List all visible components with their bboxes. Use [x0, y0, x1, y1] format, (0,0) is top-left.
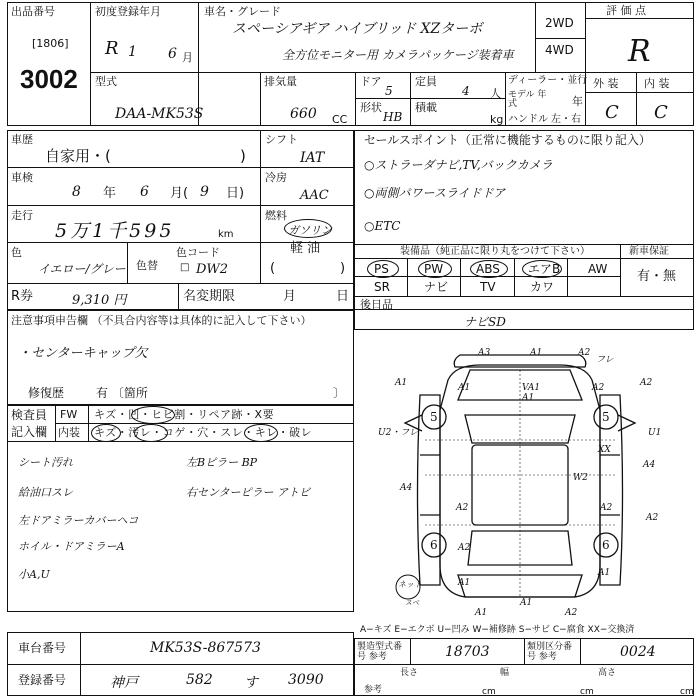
lot-label: 出品番号 — [11, 5, 55, 18]
model-label: 型式 — [95, 75, 117, 88]
mileage-unit: km — [218, 229, 234, 240]
equip-ps: PS — [374, 262, 389, 276]
history-close: ) — [240, 147, 246, 165]
diagram-mark-fure: フレ — [596, 355, 614, 365]
diagram-mark-w2: W2 — [573, 473, 588, 483]
ref3-label: 参考 — [364, 685, 383, 695]
later-label: 後日品 — [360, 298, 393, 311]
later-value: ナビSD — [464, 315, 506, 329]
dealer-label: ディーラー・並行 — [508, 75, 588, 86]
handle-label: ハンドル — [508, 114, 548, 125]
interior-items: キズ・汚レ・コゲ・穴・スレ・キレ・破レ — [94, 426, 313, 439]
int-scratch-circle — [91, 424, 121, 442]
color-value: イエロー/グレー — [38, 262, 126, 276]
diagram-mark-a2-left-door: A2 — [456, 503, 469, 513]
name-label: 車名・グレード — [204, 5, 281, 18]
drive-4wd: 4WD — [545, 43, 574, 57]
shaken-month: 6 — [140, 184, 149, 200]
diagram-mark-a1-rear-left: A1 — [458, 578, 471, 588]
fuel-label: 燃料 — [265, 209, 287, 222]
sales-label: セールスポイント（正常に機能するものに限り記入） — [364, 133, 651, 147]
width-label: 幅 — [500, 668, 510, 678]
cc-label: 排気量 — [264, 75, 297, 88]
interior-label: 内装 — [58, 426, 80, 439]
seats-value: 4 — [462, 84, 470, 98]
height-unit: cm — [680, 687, 694, 697]
color-code-label: 色コード — [176, 246, 220, 259]
net-note: スベ — [405, 599, 419, 607]
color-change-value: □ — [180, 262, 190, 273]
diagram-mark-a3: A3 — [478, 348, 491, 358]
diagram-mark-u2: U2・フレ — [378, 428, 418, 438]
fuel-gas: ガソリン — [288, 224, 332, 237]
doors-value: 5 — [385, 84, 393, 98]
diagram-mark-xx: XX — [598, 445, 611, 455]
diagram-mark-a2-right-side: A2 — [640, 378, 653, 388]
wheel-right-rear: 6 — [602, 538, 610, 552]
later-frame — [354, 296, 694, 330]
chassis-value: MK53S-867573 — [150, 640, 261, 656]
diagram-mark-a4-left: A4 — [400, 483, 413, 493]
new-cert-label: 新車保証 — [629, 246, 669, 257]
year-unit: 年 — [572, 95, 583, 108]
diagram-mark-va1: VA1 — [522, 383, 541, 393]
sales-point-3: ○ETC — [364, 219, 401, 233]
equip-abs: ABS — [476, 262, 500, 276]
cc-value: 660 — [290, 106, 317, 122]
mileage-label: 走行 — [11, 209, 33, 222]
inspector-label-2: 記入欄 — [11, 425, 48, 439]
diagram-mark-a1-front: A1 — [530, 348, 543, 358]
shaken-day: 9 — [200, 184, 209, 200]
handle-value: 左・右 — [551, 114, 581, 125]
shape-label: 形状 — [360, 101, 382, 114]
score-value: R — [628, 34, 651, 69]
diagram-mark-u1: U1 — [648, 428, 662, 438]
inspector-note-right-2: 右センターピラー アトビ — [186, 486, 311, 499]
shaken-label: 車検 — [11, 171, 33, 184]
wheel-left-rear: 6 — [430, 538, 438, 552]
fuel-gas-circle — [284, 219, 332, 238]
history-value: 自家用・( — [45, 147, 111, 165]
fuel-diesel: 軽 油 — [290, 241, 321, 256]
fw-items: キズ・凹・ヒビ割・リペア跡・X要 — [94, 408, 275, 421]
int-value: C — [654, 102, 668, 123]
plate-class: 582 — [186, 672, 213, 688]
equip-abs-circle — [470, 260, 508, 278]
diagram-mark-a2-left-rear: A2 — [458, 543, 471, 553]
model-year-label: モデル 年式 — [508, 90, 547, 109]
load-unit: kg — [490, 113, 504, 126]
int-wear-circle — [244, 424, 278, 442]
equip-aw: AW — [588, 262, 608, 276]
fw-label: FW — [60, 408, 78, 421]
ref2-value: 0024 — [620, 644, 656, 660]
diagram-mark-a1-rear: A1 — [520, 598, 533, 608]
equip-tv: TV — [480, 280, 496, 294]
equip-leather: カワ — [530, 280, 555, 294]
equip-airbag-circle — [522, 260, 562, 278]
equip-pw: PW — [424, 262, 444, 276]
model-value: DAA-MK53S — [115, 106, 204, 122]
shift-label: シフト — [265, 133, 298, 146]
inspector-label-1: 検査員 — [11, 408, 48, 422]
equip-sr: SR — [374, 280, 390, 294]
shaken-year: 8 — [72, 184, 81, 200]
shaken-month-unit: 月( — [170, 186, 189, 201]
inspector-note-right-1: 左Bピラー BP — [186, 456, 258, 469]
sales-point-1: ○ストラーダナビ,TV,バックカメラ — [364, 158, 553, 172]
equipment-label: 装備品（純正品に限り丸をつけて下さい） — [400, 246, 590, 257]
cc-unit: CC — [332, 113, 348, 126]
length-unit: cm — [482, 687, 496, 697]
car-damage-diagram — [360, 335, 695, 620]
equip-ps-circle — [367, 260, 399, 278]
shift-value: IAT — [300, 150, 325, 166]
diagram-mark-a1-bottom: A1 — [475, 608, 488, 618]
inspector-note-5: 小A,U — [18, 568, 50, 581]
ref1-label: 製造型式番号 参考 — [357, 642, 403, 662]
shape-value: HB — [383, 110, 403, 124]
load-label: 積載 — [415, 101, 437, 114]
plate-label: 登録番号 — [18, 673, 67, 687]
drive-2wd: 2WD — [545, 16, 574, 30]
car-name-note: 全方位モニター用 カメラパッケージ装着車 — [282, 48, 514, 62]
equip-airbag: エアB — [528, 262, 561, 276]
int-dirt-circle — [134, 424, 168, 442]
name-change-month: 月 — [283, 289, 297, 304]
wheel-left-front: 5 — [430, 410, 438, 424]
notes-value: ・センターキャップ欠 — [18, 346, 148, 361]
repair-label: 修復歴 — [28, 386, 65, 400]
chassis-label: 車台番号 — [18, 641, 67, 655]
diagram-mark-a1-right-rear: A1 — [598, 568, 611, 578]
plate-number: 3090 — [288, 672, 324, 688]
seats-label: 定員 — [415, 75, 437, 88]
notes-label: 注意事項申告欄 （不具合内容等は具体的に記入して下さい） — [11, 314, 312, 327]
color-change-label: 色替 — [136, 259, 158, 272]
reg-year-label: 初度登録年月 — [95, 5, 161, 18]
inspector-note-3: 左ドアミラーカバーヘコ — [18, 514, 139, 527]
lot-bracket: [1806] — [32, 37, 69, 50]
color-label: 色 — [11, 246, 22, 259]
fw-dent-circle — [131, 406, 175, 424]
reg-year-num: 1 — [128, 44, 137, 60]
diagram-mark-a1-left: A1 — [395, 378, 408, 388]
doors-label: ドア — [360, 75, 382, 88]
height-label: 高さ — [598, 668, 617, 678]
new-cert-value: 有・無 — [637, 269, 677, 284]
inspector-note-4: ホイル・ドアミラーA — [18, 540, 125, 553]
recycle-value: 9,310 円 — [72, 293, 127, 308]
reg-month: 6 — [168, 46, 177, 62]
equip-navi: ナビ — [424, 280, 449, 294]
score-label: 評 価 点 — [606, 4, 646, 17]
shaken-year-unit: 年 — [103, 186, 117, 201]
diagram-mark-a1-hood-left: A1 — [458, 383, 471, 393]
repair-close: 〕 — [333, 386, 346, 400]
diagram-mark-a1-hood: A1 — [522, 393, 535, 403]
diagram-mark-a2-right-door: A2 — [600, 503, 613, 513]
legend-text: A−キズ E−エクボ U−凹み W−補修跡 S−サビ C−腐食 XX−交換済 — [360, 625, 635, 635]
diagram-mark-a4-right: A4 — [643, 460, 656, 470]
fuel-open-bracket: ( — [270, 261, 276, 276]
sales-point-2: ○両側パワースライドドア — [364, 186, 506, 200]
int-label: 内 装 — [644, 77, 670, 90]
length-label: 長さ — [400, 668, 419, 678]
history-label: 車歴 — [11, 133, 33, 146]
reg-month-unit: 月 — [182, 51, 193, 64]
diagram-mark-a2-bottom: A2 — [565, 608, 578, 618]
seats-unit: 人 — [490, 87, 501, 100]
ac-label: 冷房 — [265, 171, 287, 184]
ac-value: AAC — [300, 188, 329, 203]
name-change-day: 日 — [336, 289, 350, 304]
equip-pw-circle — [418, 260, 452, 278]
ref1-value: 18703 — [445, 644, 490, 660]
name-change-label: 名変期限 — [183, 289, 236, 304]
width-unit: cm — [580, 687, 594, 697]
mileage-value: 5万1千595 — [55, 220, 175, 242]
diagram-mark-a2-front: A2 — [578, 348, 591, 358]
inspector-note-2: 給油口スレ — [18, 486, 73, 499]
ext-value: C — [605, 102, 619, 123]
fuel-close-bracket: ) — [340, 261, 346, 276]
plate-kana: す — [244, 675, 258, 691]
lot-number: 3002 — [20, 64, 78, 94]
ref2-label: 類別区分番号 参考 — [527, 642, 573, 662]
net-label: ネット — [398, 580, 422, 589]
car-name: スペーシアギア ハイブリッド XZターボ — [232, 21, 483, 37]
repair-value: 有 〔箇所 — [96, 386, 148, 400]
ext-label: 外 装 — [593, 77, 619, 90]
shaken-day-unit: 日) — [226, 186, 245, 201]
inspector-note-1: シート汚れ — [18, 456, 73, 469]
diagram-mark-a2-right-rear: A2 — [646, 513, 659, 523]
wheel-right-front: 5 — [602, 410, 610, 424]
diagram-mark-a2-right: A2 — [592, 383, 605, 393]
color-code-value: DW2 — [196, 262, 229, 277]
plate-region: 神戸 — [110, 675, 138, 691]
reg-year-era: R — [105, 38, 119, 59]
recycle-label: R券 — [11, 289, 34, 304]
